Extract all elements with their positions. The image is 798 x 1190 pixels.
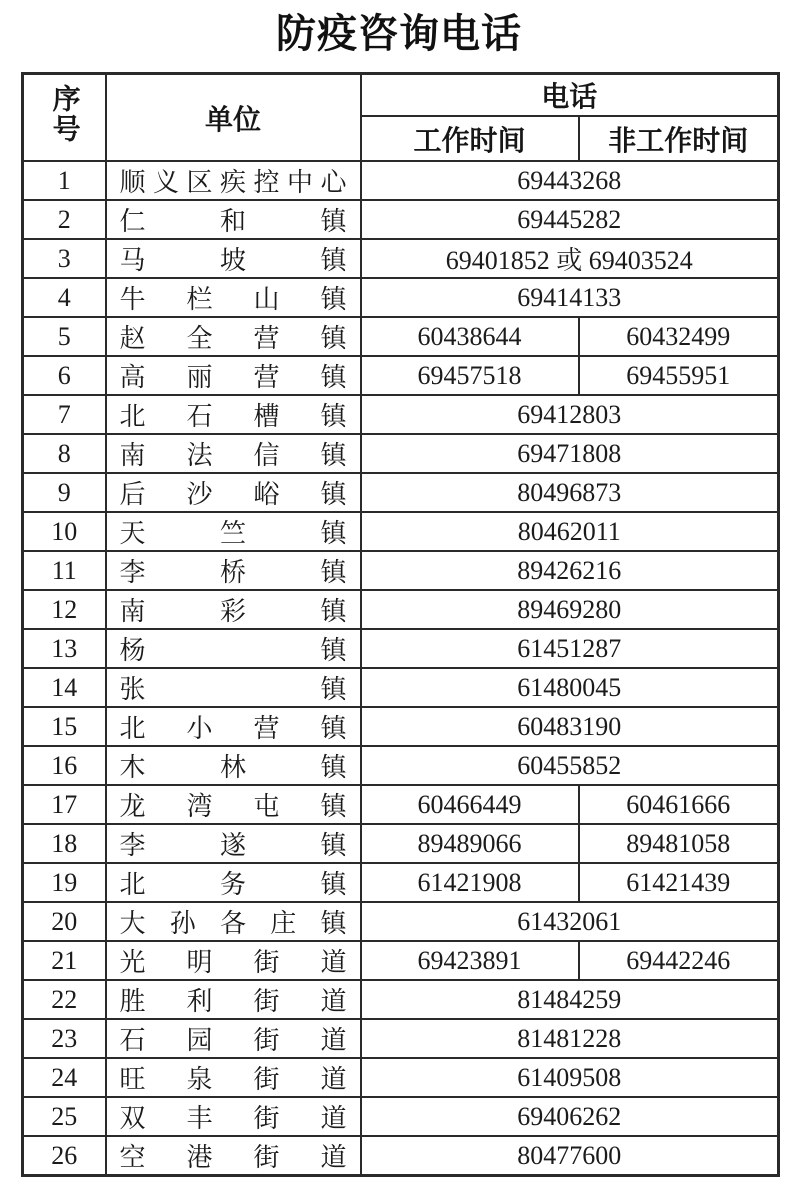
unit-name-cell: 大孙各庄镇	[106, 902, 361, 941]
phone-offwork-hours-cell: 60461666	[579, 785, 779, 824]
phone-number-cell: 60455852	[361, 746, 779, 785]
phone-number-cell: 61451287	[361, 629, 779, 668]
phone-number-cell: 60483190	[361, 707, 779, 746]
serial-number-cell: 21	[23, 941, 106, 980]
unit-name-cell: 南彩镇	[106, 590, 361, 629]
table-row	[23, 824, 779, 863]
phone-number-cell: 80477600	[361, 1136, 779, 1176]
table-row	[23, 473, 779, 512]
phone-work-hours-cell: 61421908	[361, 863, 579, 902]
phone-number-cell: 69412803	[361, 395, 779, 434]
table-row	[23, 317, 779, 356]
serial-number-cell: 24	[23, 1058, 106, 1097]
unit-name-cell: 光明街道	[106, 941, 361, 980]
serial-number-cell: 9	[23, 473, 106, 512]
serial-number-cell: 3	[23, 239, 106, 278]
column-header-serial-number	[23, 74, 106, 162]
unit-name-cell: 后沙峪镇	[106, 473, 361, 512]
serial-number-cell: 10	[23, 512, 106, 551]
phone-number-cell: 61409508	[361, 1058, 779, 1097]
serial-number-cell: 18	[23, 824, 106, 863]
serial-number-cell: 17	[23, 785, 106, 824]
phone-number-cell: 89426216	[361, 551, 779, 590]
phone-offwork-hours-cell: 60432499	[579, 317, 779, 356]
unit-name-cell: 仁和镇	[106, 200, 361, 239]
serial-number-cell: 14	[23, 668, 106, 707]
unit-name-cell: 双丰街道	[106, 1097, 361, 1136]
serial-number-cell: 25	[23, 1097, 106, 1136]
unit-name-cell: 张镇	[106, 668, 361, 707]
unit-name-cell: 李桥镇	[106, 551, 361, 590]
table-body	[23, 161, 779, 1176]
unit-name-cell: 旺泉街道	[106, 1058, 361, 1097]
unit-name-cell: 牛栏山镇	[106, 278, 361, 317]
phone-number-cell: 69406262	[361, 1097, 779, 1136]
serial-number-cell: 23	[23, 1019, 106, 1058]
phone-offwork-hours-cell: 61421439	[579, 863, 779, 902]
phone-work-hours-cell: 69423891	[361, 941, 579, 980]
serial-number-cell: 8	[23, 434, 106, 473]
phone-number-cell: 69443268	[361, 161, 779, 200]
unit-name-cell: 北小营镇	[106, 707, 361, 746]
serial-number-cell: 5	[23, 317, 106, 356]
serial-number-cell: 2	[23, 200, 106, 239]
table-row	[23, 1136, 779, 1176]
unit-name-cell: 天竺镇	[106, 512, 361, 551]
table-row	[23, 629, 779, 668]
serial-number-cell: 13	[23, 629, 106, 668]
column-header-phone: 电话	[361, 74, 779, 117]
table-row	[23, 239, 779, 278]
unit-name-cell: 马坡镇	[106, 239, 361, 278]
table-row	[23, 356, 779, 395]
phone-directory-table	[21, 72, 780, 1177]
table-row	[23, 551, 779, 590]
column-header-work-hours: 工作时间	[361, 116, 579, 161]
table-row	[23, 1058, 779, 1097]
serial-number-cell: 20	[23, 902, 106, 941]
phone-number-cell: 81484259	[361, 980, 779, 1019]
unit-name-cell: 李遂镇	[106, 824, 361, 863]
unit-name-cell: 高丽营镇	[106, 356, 361, 395]
phone-number-cell: 69414133	[361, 278, 779, 317]
unit-name-cell: 杨镇	[106, 629, 361, 668]
table-row	[23, 395, 779, 434]
unit-name-cell: 龙湾屯镇	[106, 785, 361, 824]
unit-name-cell: 空港街道	[106, 1136, 361, 1176]
unit-name-cell: 胜利街道	[106, 980, 361, 1019]
unit-name-cell: 石园街道	[106, 1019, 361, 1058]
column-header-unit: 单位	[106, 74, 361, 162]
phone-number-cell: 80462011	[361, 512, 779, 551]
table-row	[23, 902, 779, 941]
table-row	[23, 590, 779, 629]
phone-number-cell: 61432061	[361, 902, 779, 941]
unit-name-cell: 南法信镇	[106, 434, 361, 473]
serial-number-cell: 1	[23, 161, 106, 200]
table-row	[23, 863, 779, 902]
phone-offwork-hours-cell: 89481058	[579, 824, 779, 863]
phone-number-cell: 80496873	[361, 473, 779, 512]
table-row	[23, 161, 779, 200]
table-row	[23, 1019, 779, 1058]
table-row	[23, 746, 779, 785]
phone-work-hours-cell: 60466449	[361, 785, 579, 824]
unit-name-cell: 顺义区疾控中心	[106, 161, 361, 200]
unit-name-cell: 北务镇	[106, 863, 361, 902]
table-row	[23, 707, 779, 746]
serial-number-cell: 12	[23, 590, 106, 629]
serial-number-cell: 19	[23, 863, 106, 902]
unit-name-cell: 木林镇	[106, 746, 361, 785]
serial-number-cell: 6	[23, 356, 106, 395]
phone-number-cell: 61480045	[361, 668, 779, 707]
serial-number-cell: 16	[23, 746, 106, 785]
header-row-top	[23, 74, 779, 117]
table-row	[23, 434, 779, 473]
table-row	[23, 980, 779, 1019]
table-row	[23, 200, 779, 239]
phone-number-cell: 69401852 或 69403524	[361, 239, 779, 278]
phone-work-hours-cell: 69457518	[361, 356, 579, 395]
serial-number-cell: 7	[23, 395, 106, 434]
phone-number-cell: 89469280	[361, 590, 779, 629]
phone-number-cell: 69471808	[361, 434, 779, 473]
table-row	[23, 668, 779, 707]
table-row	[23, 785, 779, 824]
table-row	[23, 512, 779, 551]
serial-number-cell: 22	[23, 980, 106, 1019]
serial-number-cell: 15	[23, 707, 106, 746]
phone-work-hours-cell: 60438644	[361, 317, 579, 356]
phone-work-hours-cell: 89489066	[361, 824, 579, 863]
phone-number-cell: 81481228	[361, 1019, 779, 1058]
serial-number-cell: 26	[23, 1136, 106, 1176]
column-header-offwork-hours: 非工作时间	[579, 116, 779, 161]
unit-name-cell: 北石槽镇	[106, 395, 361, 434]
phone-offwork-hours-cell: 69455951	[579, 356, 779, 395]
table-row	[23, 1097, 779, 1136]
table-row	[23, 278, 779, 317]
serial-number-cell: 4	[23, 278, 106, 317]
phone-number-cell: 69445282	[361, 200, 779, 239]
unit-name-cell: 赵全营镇	[106, 317, 361, 356]
table-header	[23, 74, 779, 162]
serial-number-cell: 11	[23, 551, 106, 590]
column-header-serial-number-label: 序号	[49, 84, 81, 144]
table-row	[23, 941, 779, 980]
page-title: 防疫咨询电话	[276, 12, 522, 56]
phone-offwork-hours-cell: 69442246	[579, 941, 779, 980]
